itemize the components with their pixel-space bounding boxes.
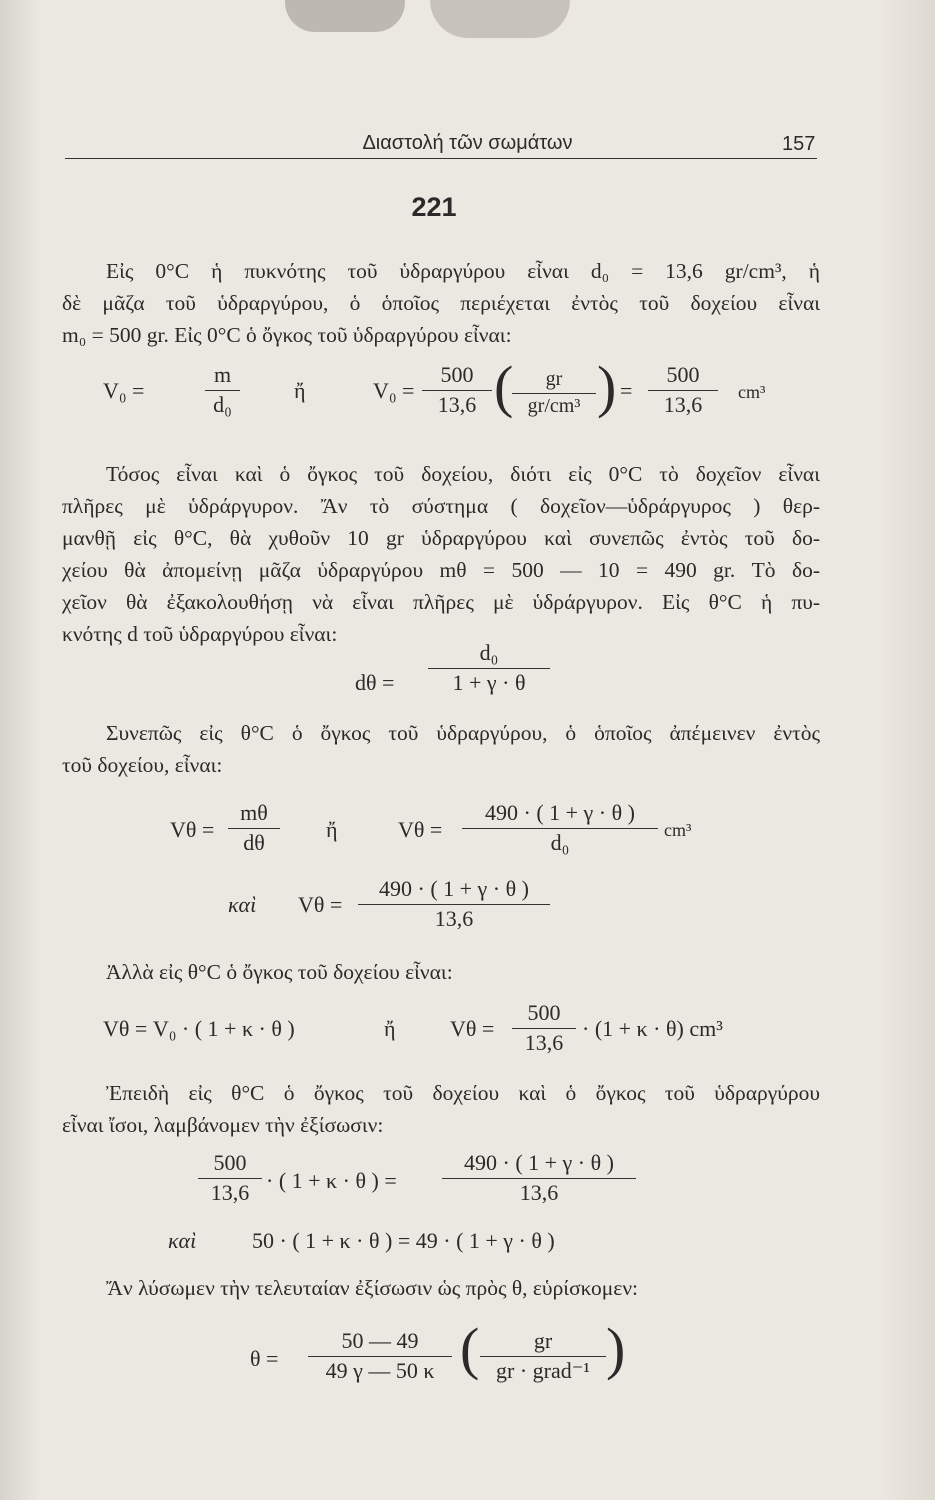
denominator: d₀ (550, 830, 570, 855)
fraction-bar (428, 668, 550, 669)
fraction-bar (358, 904, 550, 905)
fraction-bar (308, 1356, 452, 1357)
eq-lhs: Vθ = (398, 817, 443, 842)
numerator: gr (533, 1328, 553, 1353)
numerator: 500 (527, 1000, 561, 1025)
problem-number: 221 (411, 192, 457, 222)
eq-lhs: dθ = (355, 670, 395, 695)
denominator: 13,6 (663, 392, 703, 417)
text-line: κνότης d τοῦ ὑδραργύρου εἶναι: (62, 622, 338, 646)
eq-unit: cm³ (664, 820, 692, 840)
fraction (442, 1150, 636, 1206)
running-header-title: Διαστολή τῶν σωμάτων (362, 132, 573, 154)
header-rule (65, 158, 817, 159)
fraction (512, 1000, 576, 1056)
fraction-bar (198, 1178, 262, 1179)
paragraph-6 (62, 1272, 820, 1304)
eq-unit: cm³ (738, 382, 766, 402)
text-line: δὲ μᾶζα τοῦ ὑδραργύρου, ὁ ὁποῖος περιέχεται ἐντὸς τοῦ δοχείου εἶναι (62, 291, 820, 315)
numerator: d₀ (479, 640, 499, 665)
denominator: 13,6 (434, 906, 474, 931)
eq-expression: 50 · ( 1 + κ · θ ) = 49 · ( 1 + γ · θ ) (252, 1228, 555, 1253)
eq-left: Vθ = V₀ · ( 1 + κ · θ ) (103, 1016, 295, 1041)
fraction (358, 876, 550, 932)
eq-equals: = (620, 378, 633, 403)
text-line: Ἀλλὰ εἰς θ°C ὁ ὄγκος τοῦ δοχείου εἶναι: (106, 960, 453, 984)
eq-lhs: V₀ = (373, 378, 415, 403)
page-number: 157 (782, 133, 816, 155)
numerator: 500 (666, 362, 700, 387)
numerator: 490 · ( 1 + γ · θ ) (379, 876, 529, 901)
text-line: εἶναι ἴσοι, λαμβάνομεν τὴν ἐξίσωσιν: (62, 1113, 384, 1137)
left-parenthesis: ( (460, 1316, 480, 1381)
eq-right: · (1 + κ · θ) cm³ (582, 1016, 723, 1041)
eq-lhs: θ = (250, 1346, 279, 1371)
fraction (422, 362, 492, 418)
eq-lhs: Vθ = (170, 817, 215, 842)
denominator: gr · grad⁻¹ (496, 1358, 590, 1383)
eq-or: ἤ (326, 817, 338, 842)
fraction (205, 362, 240, 418)
eq-lhs: V₀ = (103, 378, 145, 403)
denominator: 13,6 (524, 1030, 564, 1055)
fraction (308, 1328, 452, 1384)
numerator: 500 (440, 362, 474, 387)
eq-kai: καὶ (228, 892, 257, 917)
text-line: μανθῇ εἰς θ°C, θὰ χυθοῦν 10 gr ὑδραργύρου καὶ συνεπῶς ἐντὸς τοῦ δο- (62, 526, 820, 550)
left-parenthesis: ( (494, 354, 514, 419)
eq-lhs: Vθ = (450, 1016, 495, 1041)
text-line: Συνεπῶς εἰς θ°C ὁ ὄγκος τοῦ ὑδραργύρου, ὁ ὁποῖος ἀπέμεινεν ἐντὸς (106, 721, 820, 745)
fraction-bar (422, 390, 492, 391)
page-tab-shadow (285, 0, 405, 32)
numerator: 50 — 49 (341, 1328, 419, 1353)
text-line: τοῦ δοχείου, εἶναι: (62, 753, 223, 777)
text-line: Τόσος εἶναι καὶ ὁ ὄγκος τοῦ δοχείου, διότι εἰς 0°C τὸ δοχεῖον εἶναι (106, 462, 820, 486)
paragraph-2 (62, 458, 820, 650)
eq-kai: καὶ (168, 1228, 197, 1253)
numerator: gr (545, 368, 563, 390)
denominator: 1 + γ · θ (452, 670, 526, 695)
eq-middle: · ( 1 + κ · θ ) = (266, 1168, 397, 1193)
fraction (462, 800, 658, 856)
paragraph-1 (62, 255, 820, 351)
text-line: πλῆρες μὲ ὑδράργυρον. Ἄν τὸ σύστημα ( δοχεῖον—ὑδράργυρος ) θερ- (62, 494, 820, 518)
numerator: 490 · ( 1 + γ · θ ) (464, 1150, 614, 1175)
fraction-bar (648, 390, 718, 391)
unit-fraction (512, 368, 596, 418)
eq-lhs: Vθ = (298, 892, 343, 917)
text-line: Εἰς 0°C ἡ πυκνότης τοῦ ὑδραργύρου εἶναι d₀ = 13,6 gr/cm³, ἡ (106, 259, 820, 283)
right-parenthesis: ) (597, 354, 617, 419)
denominator: gr/cm³ (527, 395, 581, 417)
denominator: 49 γ — 50 κ (325, 1358, 435, 1383)
right-parenthesis: ) (606, 1316, 626, 1381)
text-line: Ἄν λύσωμεν τὴν τελευταίαν ἐξίσωσιν ὡς πρὸς θ, εὑρίσκομεν: (106, 1276, 639, 1300)
page-tab-shadow-2 (430, 0, 570, 38)
fraction-bar (205, 390, 240, 391)
denominator: d₀ (213, 392, 232, 417)
fraction-bar (512, 393, 596, 394)
numerator: 490 · ( 1 + γ · θ ) (485, 800, 635, 825)
numerator: m (213, 362, 232, 387)
paragraph-4 (62, 956, 820, 988)
numerator: 500 (213, 1150, 247, 1175)
paragraph-3 (62, 717, 820, 781)
fraction (648, 362, 718, 418)
fraction (198, 1150, 262, 1206)
denominator: dθ (243, 830, 265, 855)
paragraph-5 (62, 1077, 820, 1141)
fraction-bar (442, 1178, 636, 1179)
denominator: 13,6 (210, 1180, 250, 1205)
fraction-bar (462, 828, 658, 829)
fraction (428, 640, 550, 696)
fraction (228, 800, 280, 856)
numerator: mθ (240, 800, 268, 825)
fraction-bar (228, 828, 280, 829)
denominator: 13,6 (437, 392, 477, 417)
text-line: χείου θὰ ἀπομείνῃ μᾶζα ὑδραργύρου mθ = 500 — 10 = 490 gr. Τὸ δο- (62, 558, 820, 582)
text-line: Ἐπειδὴ εἰς θ°C ὁ ὄγκος τοῦ δοχείου καὶ ὁ ὄγκος τοῦ ὑδραργύρου (106, 1081, 820, 1105)
eq-or: ἤ (294, 378, 306, 403)
fraction-bar (512, 1028, 576, 1029)
denominator: 13,6 (519, 1180, 559, 1205)
unit-fraction (480, 1328, 606, 1384)
fraction-bar (480, 1356, 606, 1357)
text-line: χεῖον θὰ ἐξακολουθήσῃ νὰ εἶναι πλῆρες μὲ ὑδράργυρον. Εἰς θ°C ἡ πυ- (62, 590, 820, 614)
text-line: m₀ = 500 gr. Εἰς 0°C ὁ ὄγκος τοῦ ὑδραργύρου εἶναι: (62, 323, 512, 347)
eq-or: ἤ (384, 1016, 396, 1041)
